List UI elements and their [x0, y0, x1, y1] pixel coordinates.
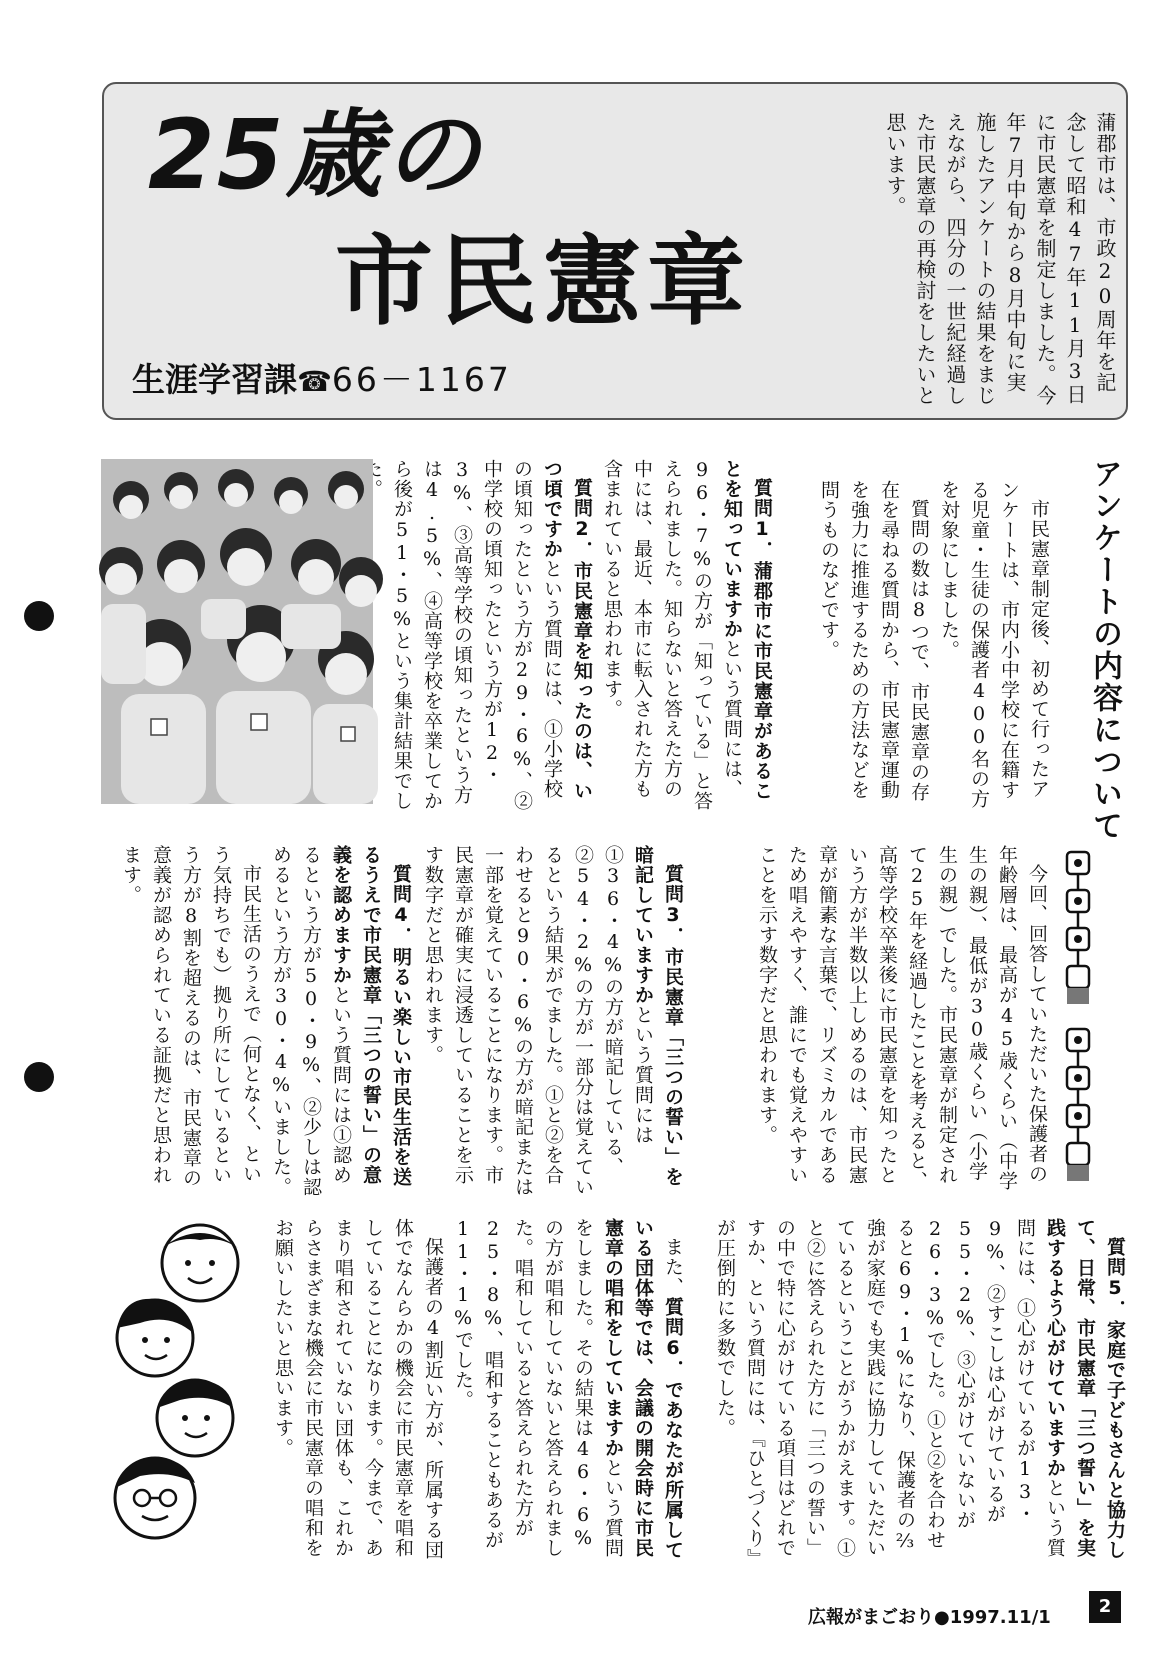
q6-intro: また、	[662, 1237, 684, 1297]
q1-q2-block	[385, 459, 777, 811]
survey-overview	[782, 480, 1054, 810]
q2-body: という質問には、①小学校の頃知ったという方が29・6%、②中学校の頃知ったという方が12・3%、③高等学校の頃知ったという方は4.5%、④高等学校を卒業してから後が51・5%という集計結果でし	[391, 459, 563, 811]
photo-illustration	[101, 459, 373, 804]
deco-column-left	[1063, 848, 1093, 1008]
q4-body: という質問には①認めるという方が50・9%、②少しは認めるという方が30・4%いました。	[270, 845, 352, 1197]
q3-body: という質問には①36・4%の方が暗記している、②54・2%の方が一部分は覚えているという結果がでました。①と②を合わせると90・6%の方が暗記または一部を覚えていることになります。市民憲章が確実に浸透していることを示す数字だと思われます。	[422, 845, 654, 1197]
overview-p2: 質問の数は8つで、市民憲章の存在を尋ねる質問から、市民憲章運動を強力に推進するための方法などを問うものなどです。	[818, 480, 930, 802]
q5-label: 質問5．家庭で子どもさんと協力して、日常、市民憲章「三つ誓い」を実践するよう心がけていますか	[1044, 1218, 1126, 1560]
q6-body: という質問をしました。その結果は46・6%の方が唱和していないと答えられました。唱和していると答えられた方が25・8%、唱和することもあるが11・1%でした。	[452, 1218, 624, 1558]
q6-block	[260, 1218, 688, 1563]
contact-number: 66－1167	[331, 360, 512, 399]
q5-body: という質問には、①心がけているが13・9%、②すこしは心がけているが55・2%、③心がけていないが26・3%でした。①と②を合わせると69・1%になり、保護者の⅔強が家庭でも実践に協力していただいているということがうかがえます。①と②に答えられた方に「三つの誓い」の中で特に心がけている項目はどれですか、という質問には、『ひとづくり』が圧倒的に多数でした。	[714, 1218, 1066, 1559]
deco-column-right	[1063, 1025, 1093, 1185]
respondents-text	[690, 845, 1052, 1200]
respondents-p: 今回、回答していただいた保護者の年齢層は、最高が45歳くらい（中学生の親）、最低が30歳くらい（小学生の親）でした。市民憲章が制定されて25年を経過したことを考えると、高等学校卒業後に市民憲章を知ったという方が半数以上しめるのは、市民憲章が簡素な言葉で、リズミカルであるため唱えやすく、誰にでも覚えやすいことを示す数字だと思われます。	[756, 845, 1048, 1191]
overview-p1: 市民憲章制定後、初めて行ったアンケートは、市内小中学校に在籍する児童・生徒の保護者400名の方を対象にしました。	[938, 480, 1050, 809]
q4-block	[100, 845, 416, 1200]
q1-label: 質問1．蒲郡市に市民憲章があることを知っていますか	[721, 459, 773, 801]
title-line2: 市民憲章	[335, 225, 752, 339]
section-title: アンケートの内容について	[1087, 458, 1122, 842]
page-number: 2	[1089, 1591, 1121, 1623]
footer-text: 広報がまごおり●1997.11/1	[808, 1607, 1051, 1628]
punch-hole-bottom	[24, 1062, 54, 1092]
phone-icon: ☎	[297, 365, 332, 398]
q4-label: 質問4．明るい楽しい市民生活を送るうえで市民憲章「三つの誓い」の意義を認めますか	[330, 845, 412, 1187]
q1-body: という質問には、96・7%の方が「知っている」と答えられました。知らないと答えた方の中には、最近、本市に転入された方も含まれていると思われます。	[601, 459, 743, 811]
q6-label: 質問6．であなたが所属している団体等では、会議の開会時に市民憲章の唱和をしていますか	[602, 1218, 684, 1560]
q5-block	[690, 1218, 1130, 1563]
intro-text: 蒲郡市は、市政20周年を記念して昭和47年11月3日に市民憲章を制定しました。今年7月中旬から8月中旬に実施したアンケートの結果をまじえながら、四分の一世紀経過した市民憲章の再検討をしたいと思います。	[883, 112, 1117, 406]
contact-dept: 生涯学習課	[132, 360, 297, 399]
q3-label: 質問3．市民憲章「三つの誓い」を暗記していますか	[632, 845, 684, 1187]
family-illustration	[100, 1218, 260, 1548]
q4-p2: 市民生活のうえで（何となく、という気持ちでも）拠り所にしているという方が8割を超えるのは、市民憲章の意義が認められている証拠だと思われます。	[120, 845, 262, 1188]
q2-label: 質問2．市民憲章を知ったのは、いつ頃ですか	[541, 459, 593, 801]
punch-hole-top	[24, 601, 54, 631]
q6-p2: 保護者の4割近い方が、所属する団体でなんらかの機会に市民憲章を唱和していることになります。今まで、あまり唱和されていない団体も、これからさまざまな機会に市民憲章の唱和をお願いしたいと思います。	[272, 1218, 444, 1560]
children-photo	[101, 459, 373, 804]
title-line1: 25歳の	[148, 99, 482, 211]
contact	[132, 360, 512, 402]
q3-block	[418, 845, 688, 1200]
